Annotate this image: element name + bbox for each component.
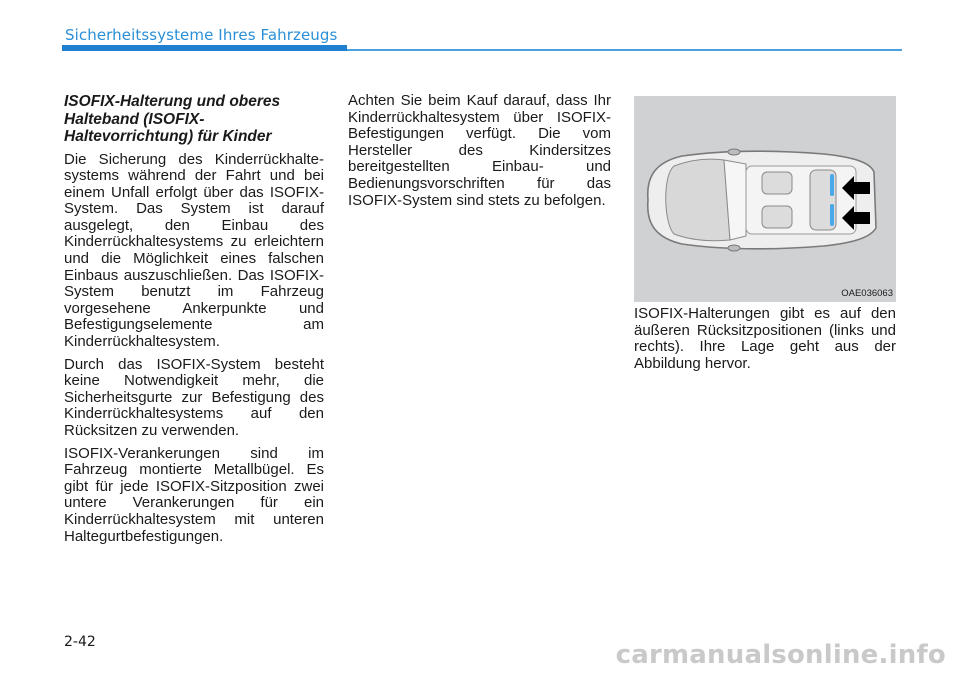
paragraph: Achten Sie beim Kauf darauf, dass Ihr Kinderrückhaltesystem über ISOFIX-Befestigungen verfügt. Die vom Hersteller des Kindersitzes bereitgestellten Einbau- und Bedienungsvorschriften für das ISOFIX-System sind stets zu befolgen. <box>348 92 611 209</box>
text-column-middle <box>348 93 611 215</box>
paragraph: Die Sicherung des Kinderrückhalte-systems während der Fahrt und bei einem Unfall erfolgt über das ISOFIX-System. Das System ist darauf ausgelegt, den Einbau des Kinderrückhaltesystems zu erleichtern und die Möglichkeit eines falschen Einbaus auszuschließen. Das ISOFIX-System benutzt im Fahrzeug vorgesehene Ankerpunkte und Befestigungselemente am Kinderrückhaltesystem. <box>64 150 324 351</box>
front-seat-left <box>762 172 792 194</box>
section-heading: ISOFIX-Halterung und oberes Halteband (ISOFIX-Haltevorrichtung) für Kinder <box>64 93 281 145</box>
paragraph: ISOFIX-Halterungen gibt es auf den äußeren Rücksitzpositionen (links und rechts). Ihre Lage geht aus der Abbildung hervor. <box>634 305 896 372</box>
section-header-title: Sicherheitssysteme Ihres Fahrzeugs <box>65 26 338 44</box>
mirror-right <box>728 245 740 251</box>
header-accent-bar <box>62 45 347 51</box>
figure-code: OAE036063 <box>841 288 893 299</box>
page-number: 2-42 <box>64 634 96 650</box>
isofix-anchor-left <box>830 174 834 196</box>
text-column-left <box>64 93 324 551</box>
mirror-left <box>728 149 740 155</box>
isofix-anchor-right <box>830 204 834 226</box>
paragraph: Durch das ISOFIX-System besteht keine Notwendigkeit mehr, die Sicherheitsgurte zur Befestigung des Kinderrückhaltesystems auf den Rücksitzen zu verwenden. <box>64 355 324 439</box>
paragraph: ISOFIX-Verankerungen sind im Fahrzeug montierte Metallbügel. Es gibt für jede ISOFIX-Sitzposition zwei untere Verankerungen für ein Kinderrückhaltesystem mit unteren Haltegurtbefestigungen. <box>64 444 324 545</box>
watermark: carmanualsonline.info <box>615 640 946 670</box>
hood <box>666 159 730 241</box>
front-seat-right <box>762 206 792 228</box>
isofix-figure <box>634 96 896 302</box>
text-column-right <box>634 306 896 378</box>
car-top-view-illustration <box>634 96 896 302</box>
